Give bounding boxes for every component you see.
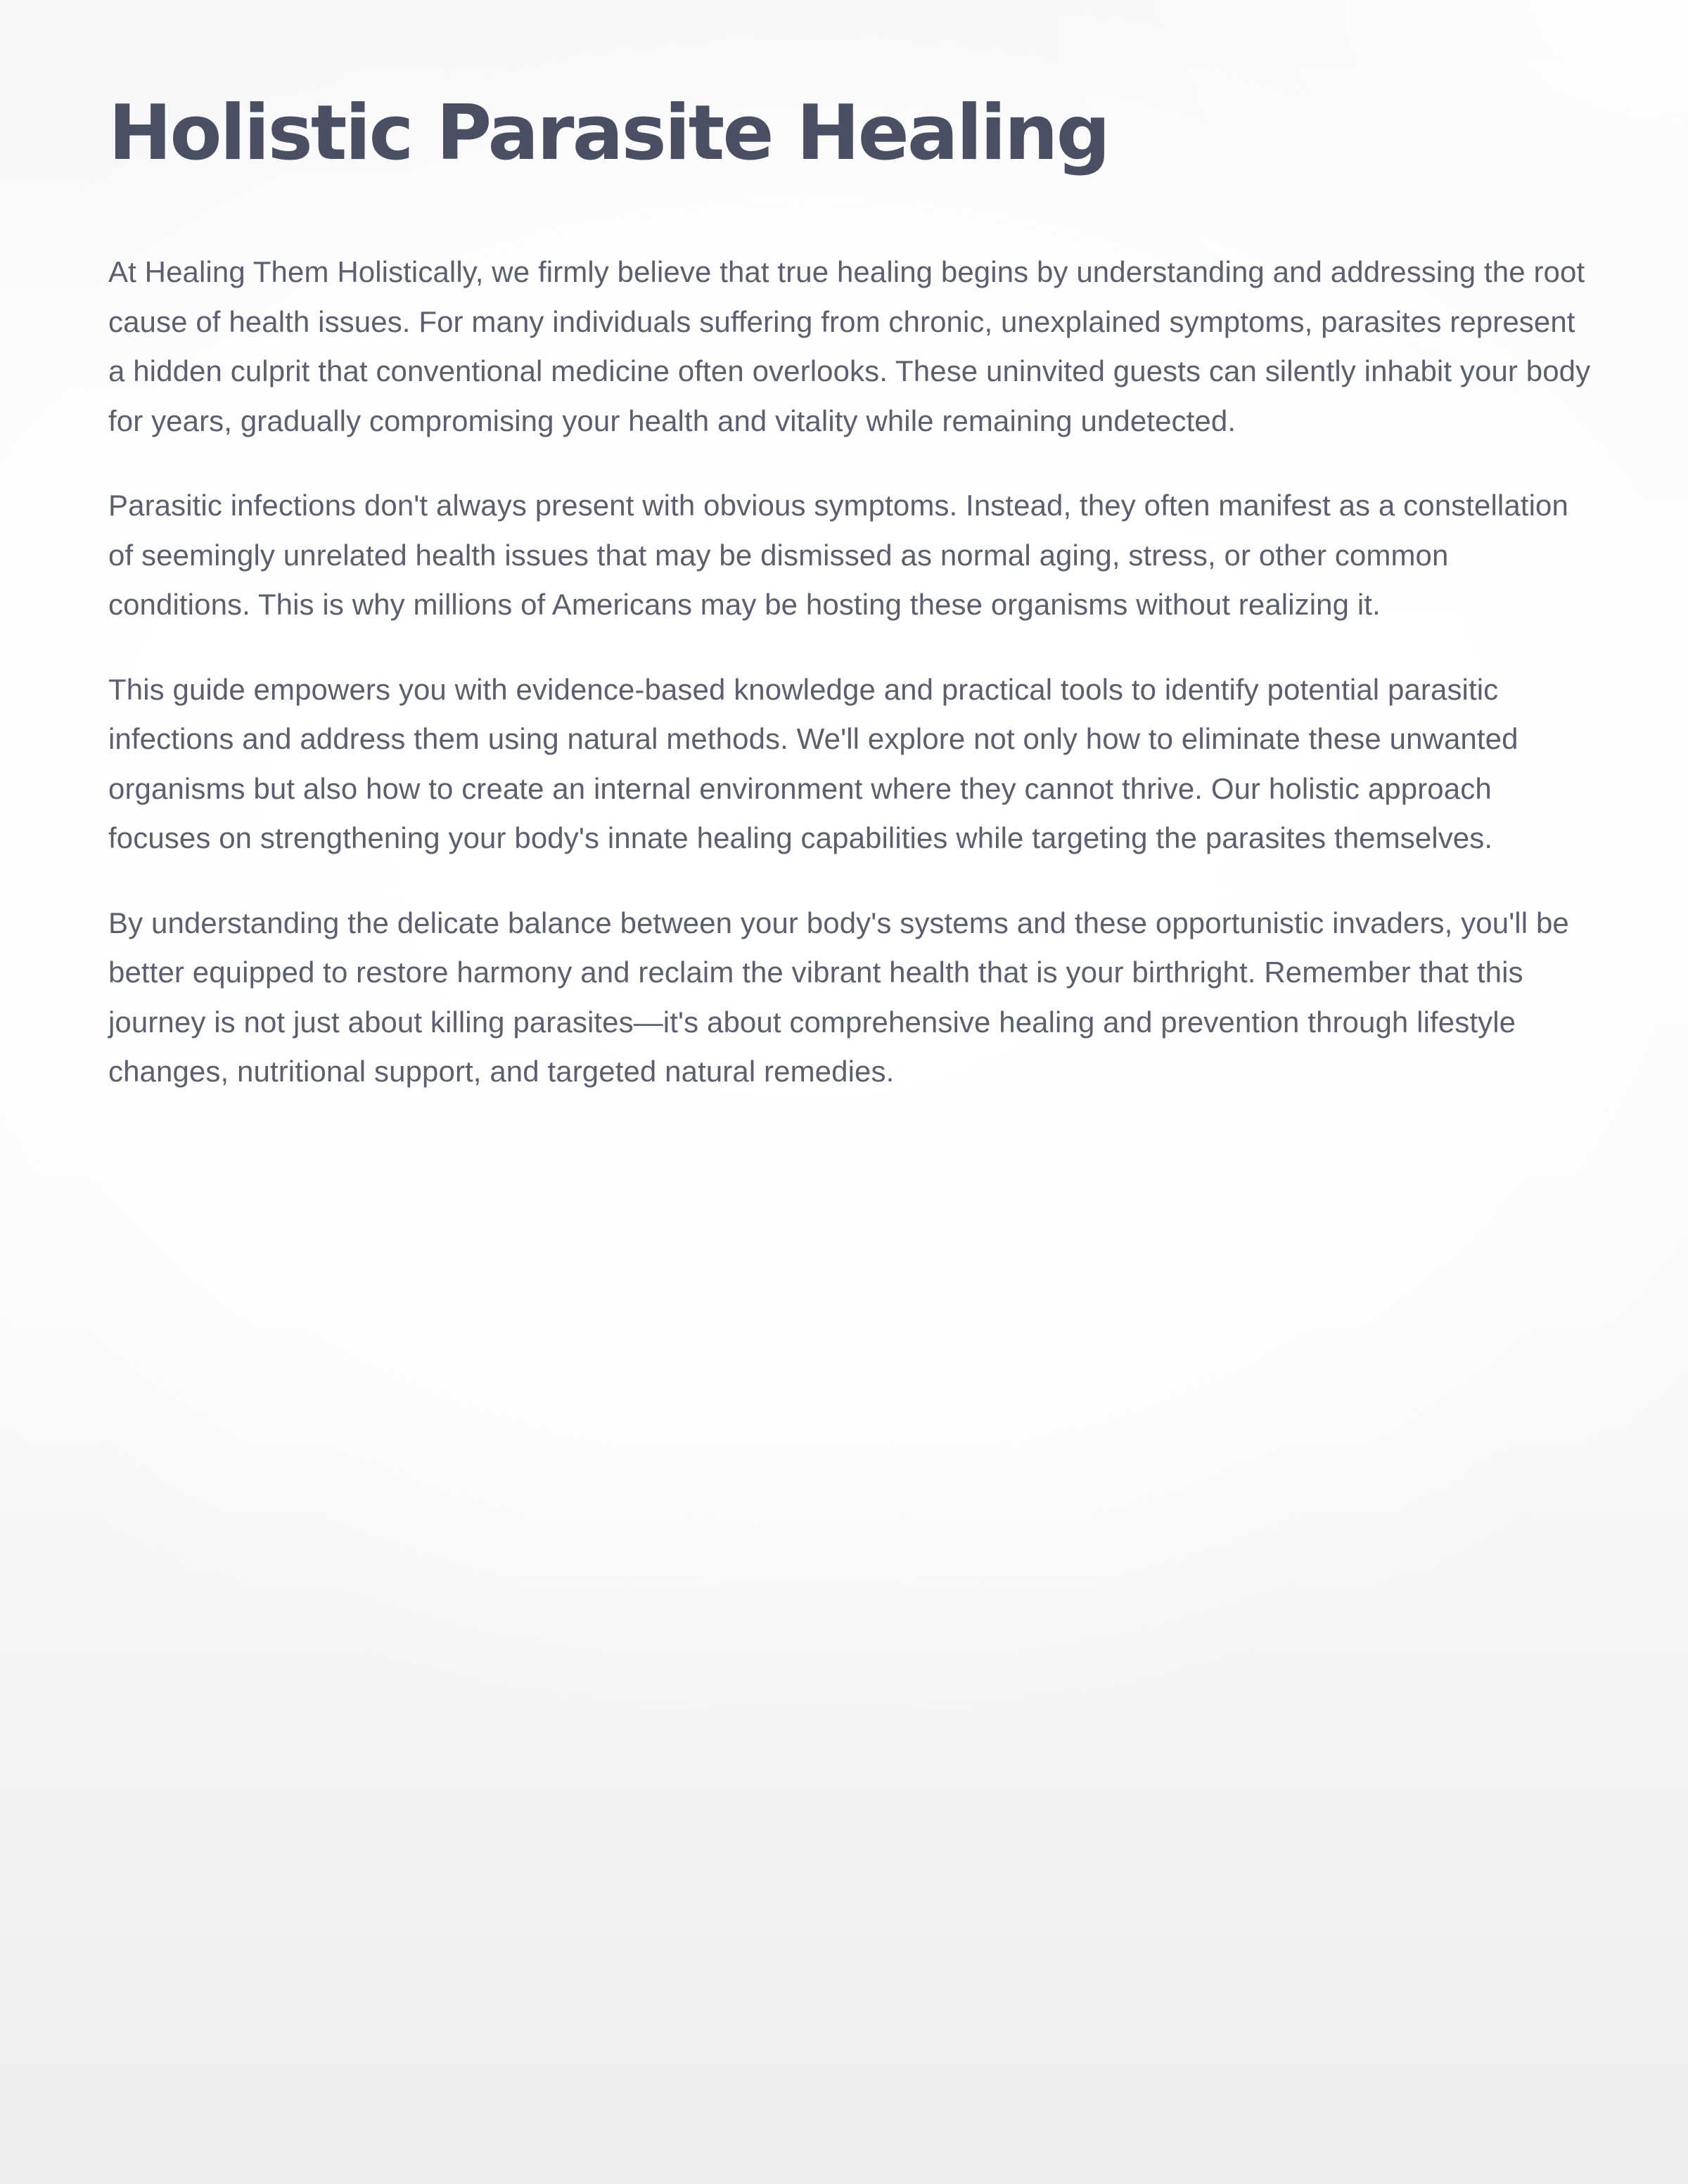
balance-paragraph: By understanding the delicate balance between your body's systems and these opportunistic invaders, you'll be better equipped to restore harmony and reclaim the vibrant health that is your birthright. Remember that this journey is not just about killing parasites—it's about comprehensive healing and prevention through lifestyle changes, nutritional support, and targeted natural remedies.	[108, 906, 1569, 1088]
guide-paragraph: This guide empowers you with evidence-based knowledge and practical tools to identify potential parasitic infections and address them using natural methods. We'll explore not only how to eliminate these unwanted organisms but also how to create an internal environment where they cannot thrive. Our holistic approach focuses on strengthening your body's innate healing capabilities while targeting the parasites themselves.	[108, 672, 1518, 854]
symptoms-paragraph: Parasitic infections don't always present with obvious symptoms. Instead, they often manifest as a constellation of seemingly unrelated health issues that may be dismissed as normal aging, stress, or other common conditions. This is why millions of Americans may be hosting these organisms without realizing it.	[108, 489, 1568, 621]
document-content	[108, 77, 1592, 1132]
intro-paragraph: At Healing Them Holistically, we firmly believe that true healing begins by understanding and addressing the root cause of health issues. For many individuals suffering from chronic, unexplained symptoms, parasites represent a hidden culprit that conventional medicine often overlooks. These uninvited guests can silently inhabit your body for years, gradually compromising your health and vitality while remaining undetected.	[108, 255, 1591, 437]
page-title: Holistic Parasite Healing	[108, 89, 1108, 177]
